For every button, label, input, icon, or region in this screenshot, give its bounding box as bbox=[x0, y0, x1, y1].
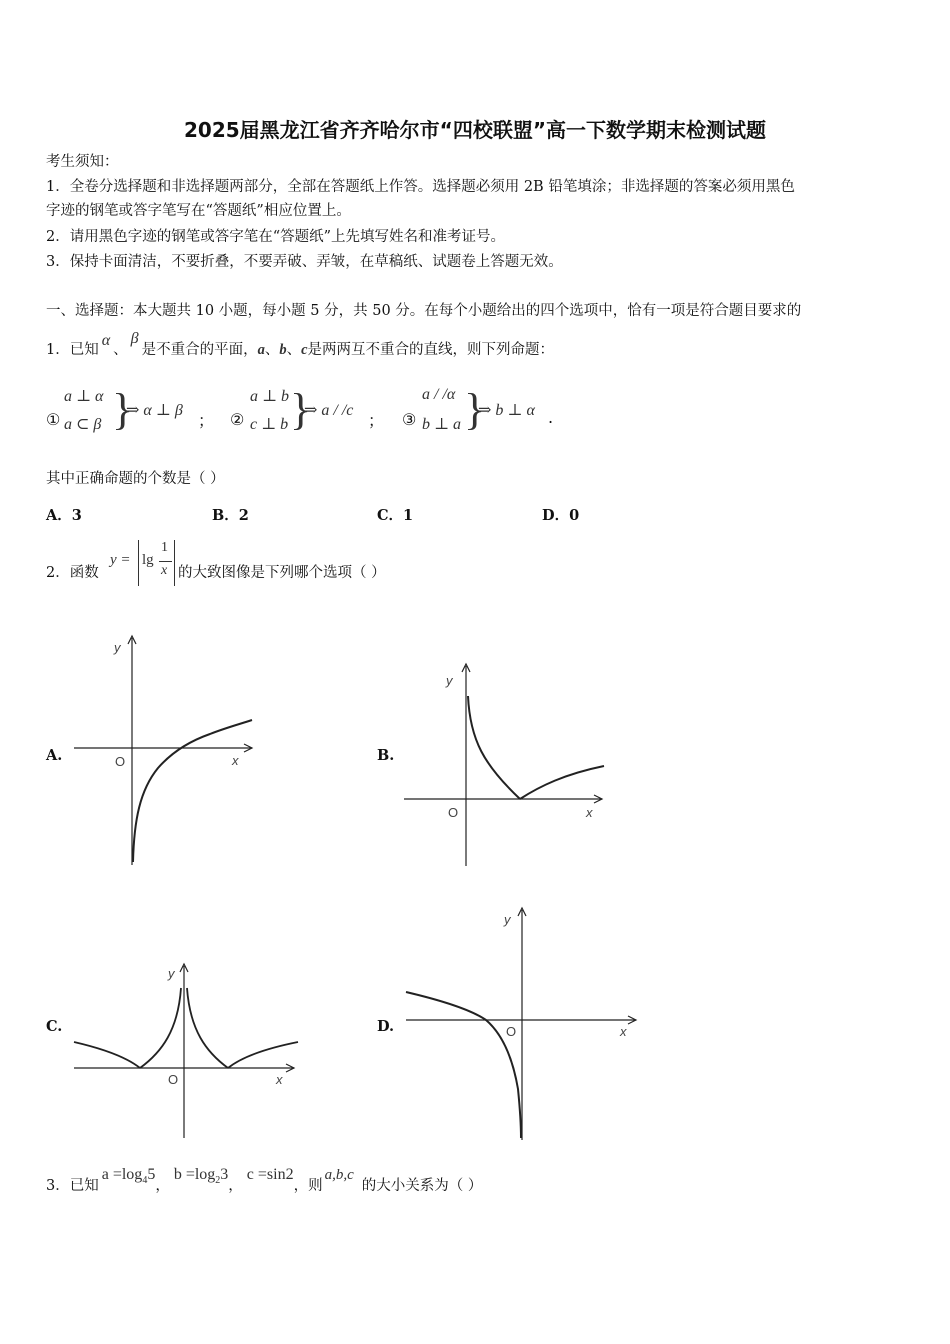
prop-2-premise-2: c ⊥ b bbox=[250, 416, 289, 433]
var-c: c bbox=[301, 342, 308, 358]
fraction-bar bbox=[159, 561, 172, 562]
origin-label: O bbox=[506, 1024, 517, 1039]
y-axis-label: y bbox=[114, 640, 121, 655]
q1-suffix-a: 是不重合的平面， bbox=[141, 342, 258, 358]
right-brace: } bbox=[112, 385, 134, 434]
graph-a-label[interactable]: A. bbox=[46, 747, 63, 764]
alpha-symbol: α bbox=[101, 332, 111, 349]
section-heading: 一、选择题：本大题共 10 小题，每小题 5 分，共 50 分。在每个小题给出的四个选项中，恰有一项是符合题目要求的 bbox=[46, 303, 802, 319]
expr-a-sub: 4 bbox=[142, 1175, 148, 1187]
period: . bbox=[548, 408, 554, 427]
expr-b-base: b =log bbox=[173, 1166, 216, 1183]
propositions bbox=[46, 386, 566, 442]
graph-a bbox=[70, 630, 260, 870]
option-c[interactable]: C．1 bbox=[377, 507, 414, 524]
expr-a bbox=[101, 1166, 156, 1187]
q3-then: ，则 bbox=[293, 1178, 323, 1194]
notice-item-3: 3．保持卡面清洁，不要折叠，不要弄破、弄皱，在草稿纸、试题卷上答题无效。 bbox=[46, 254, 563, 270]
origin-label: O bbox=[115, 754, 126, 769]
question-number: 3． bbox=[46, 1178, 70, 1194]
expr-b-sub: 2 bbox=[215, 1175, 221, 1187]
option-d[interactable]: D．0 bbox=[542, 507, 580, 524]
beta-symbol: β bbox=[130, 330, 139, 347]
prop-1-premise-1: a ⊥ α bbox=[64, 388, 104, 405]
function-curve-far-left bbox=[74, 1042, 140, 1068]
abs-bar-right bbox=[174, 540, 175, 586]
page-title: 2025届黑龙江省齐齐哈尔市“四校联盟”高一下数学期末检测试题 bbox=[184, 118, 766, 142]
q3-comma: ， bbox=[155, 1178, 170, 1194]
prop-3-conclusion: ⇒ b ⊥ α bbox=[478, 402, 535, 419]
right-brace: } bbox=[464, 385, 486, 434]
question-number: 2． bbox=[46, 565, 70, 581]
question-number: 1． bbox=[46, 342, 70, 358]
prop-2-premise-1: a ⊥ b bbox=[250, 388, 290, 405]
function-curve-near-right bbox=[187, 988, 228, 1068]
question-2-suffix: 的大致图像是下列哪个选项（ ） bbox=[178, 565, 386, 581]
expr-c: c =sin2 bbox=[246, 1166, 294, 1183]
formula-y-eq: y = bbox=[110, 552, 131, 568]
notice-item-2: 2．请用黑色字迹的钢笔或答字笔在“答题纸”上先填写姓名和准考证号。 bbox=[46, 229, 506, 245]
graph-b bbox=[400, 660, 610, 870]
var-a: a bbox=[257, 342, 265, 358]
expr-a-arg: 5 bbox=[147, 1166, 156, 1183]
prop-1-premise-2: a ⊂ β bbox=[64, 416, 102, 433]
question-2-number bbox=[46, 563, 99, 583]
abs-bar-left bbox=[138, 540, 139, 586]
prop-2-label: ② bbox=[230, 410, 245, 429]
notice-item-1-line-1: 1．全卷分选择题和非选择题两部分，全部在答题纸上作答。选择题必须用 2B 铅笔填涂；非选择题的答案必须用黑色 bbox=[46, 179, 795, 195]
prop-3-premise-1: a / /α bbox=[422, 386, 456, 403]
function-curve-left bbox=[468, 696, 520, 799]
question-3-stem bbox=[46, 1166, 483, 1202]
y-axis-label: y bbox=[446, 673, 453, 688]
q1-suffix-b: 是两两互不重合的直线，则下列命题： bbox=[307, 342, 555, 358]
formula-numerator: 1 bbox=[161, 540, 168, 555]
graph-d bbox=[400, 904, 640, 1144]
graph-b-label[interactable]: B. bbox=[377, 747, 395, 764]
semicolon: ； bbox=[198, 411, 215, 430]
formula-y-abs-lg bbox=[108, 538, 178, 588]
option-b[interactable]: B．2 bbox=[212, 507, 249, 524]
x-axis-label: x bbox=[232, 753, 239, 768]
q1-sep: 、 bbox=[113, 342, 128, 358]
notice-heading: 考生须知： bbox=[46, 154, 119, 170]
q3-suffix: 的大小关系为（ ） bbox=[361, 1178, 483, 1194]
function-curve bbox=[133, 720, 252, 862]
q3-prefix: 已知 bbox=[69, 1178, 99, 1194]
formula-lg: lg bbox=[142, 552, 154, 568]
x-axis-label: x bbox=[276, 1072, 283, 1087]
question-1-prompt: 其中正确命题的个数是（ ） bbox=[46, 471, 225, 487]
right-brace: } bbox=[290, 385, 312, 434]
y-axis-label: y bbox=[504, 912, 511, 927]
prop-2-conclusion: ⇒ a / /c bbox=[304, 402, 354, 419]
origin-label: O bbox=[168, 1072, 179, 1087]
x-axis-label: x bbox=[586, 805, 593, 820]
q1-prefix: 已知 bbox=[69, 342, 99, 358]
q1-comma: 、 bbox=[286, 342, 302, 358]
option-a[interactable]: A．3 bbox=[46, 507, 82, 524]
prop-1-conclusion: ⇒ α ⊥ β bbox=[126, 402, 183, 419]
graph-c bbox=[70, 960, 300, 1142]
q2-prefix: 函数 bbox=[69, 565, 99, 581]
prop-3-premise-2: b ⊥ a bbox=[422, 416, 462, 433]
function-curve bbox=[406, 992, 521, 1138]
notice-item-1-line-2: 字迹的钢笔或答字笔写在“答题纸”相应位置上。 bbox=[46, 203, 351, 219]
origin-label: O bbox=[448, 805, 459, 820]
graph-c-label[interactable]: C. bbox=[46, 1018, 63, 1035]
semicolon: ； bbox=[368, 411, 385, 430]
function-curve-near-left bbox=[140, 988, 181, 1068]
expr-a-base: a =log bbox=[101, 1166, 143, 1183]
question-1-stem bbox=[46, 330, 555, 360]
expr-b-arg: 3 bbox=[220, 1166, 229, 1183]
q1-comma: 、 bbox=[264, 342, 280, 358]
function-curve-right bbox=[520, 766, 604, 799]
var-b: b bbox=[279, 342, 287, 358]
expr-b bbox=[173, 1166, 229, 1187]
graph-d-label[interactable]: D. bbox=[377, 1018, 395, 1035]
prop-3-label: ③ bbox=[402, 410, 417, 429]
prop-1-label: ① bbox=[46, 410, 61, 429]
x-axis-label: x bbox=[620, 1024, 627, 1039]
q3-comma: ， bbox=[228, 1178, 243, 1194]
y-axis-label: y bbox=[168, 966, 175, 981]
expr-vars: a,b,c bbox=[324, 1167, 354, 1183]
formula-denominator: x bbox=[161, 563, 168, 578]
